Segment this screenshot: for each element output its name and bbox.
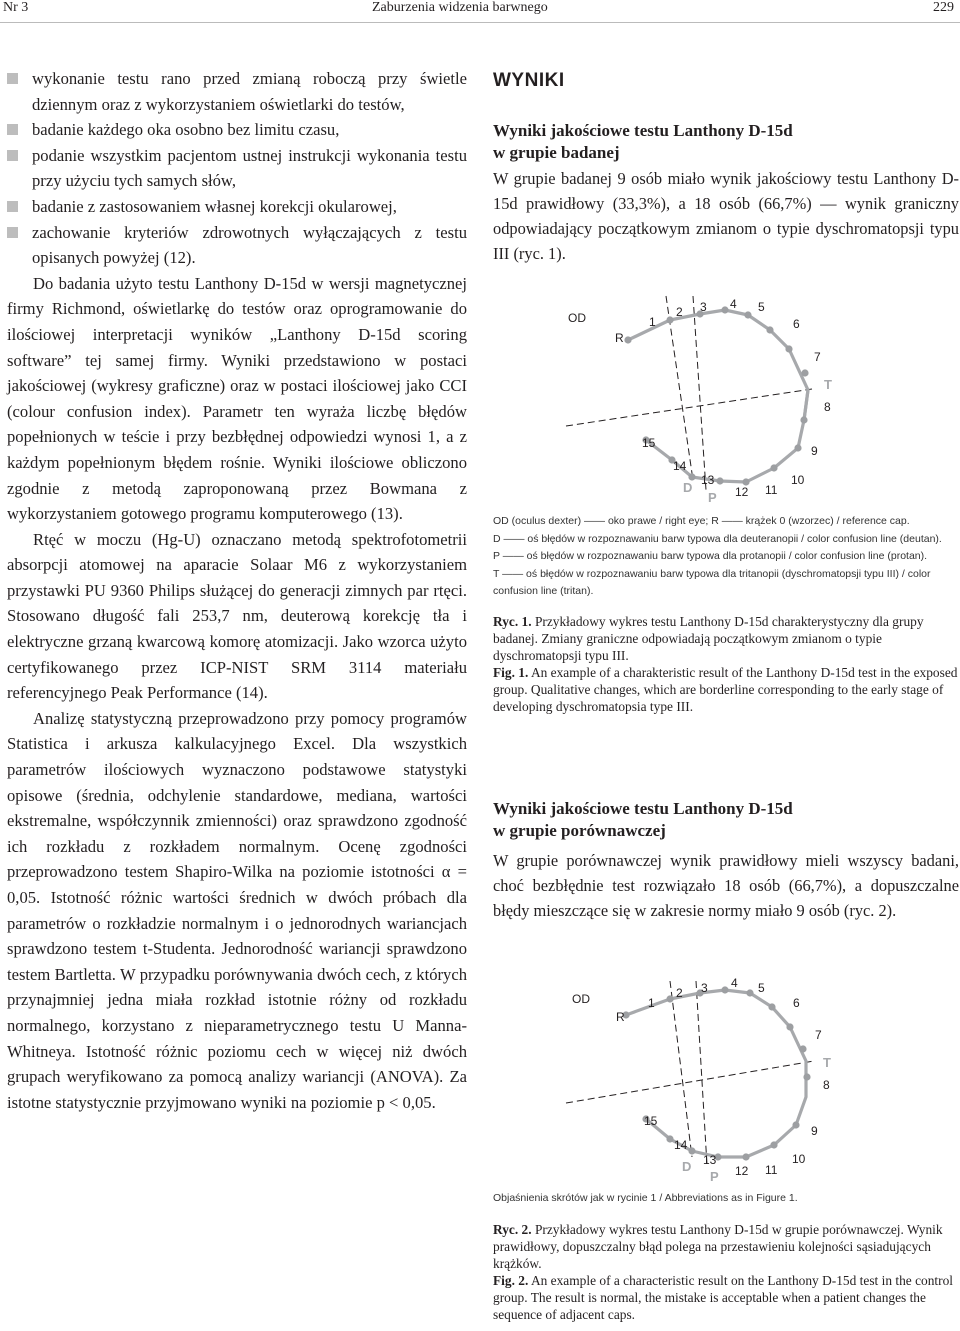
subsection-title-exposed bbox=[493, 120, 959, 164]
axis-label-d: D bbox=[683, 480, 693, 495]
axis-label-p: P bbox=[708, 490, 717, 505]
cap-label-r: R bbox=[616, 1010, 625, 1024]
procedure-list bbox=[7, 66, 467, 271]
figure-2-plot bbox=[560, 975, 850, 1185]
cap-7 bbox=[799, 1045, 806, 1052]
cap-label-11: 11 bbox=[765, 1163, 778, 1177]
eye-label: OD bbox=[568, 311, 586, 325]
caption-label: Fig. 1. bbox=[493, 665, 529, 680]
cap-10 bbox=[770, 464, 777, 471]
cap-10 bbox=[770, 1141, 777, 1148]
cap-label-2: 2 bbox=[676, 986, 683, 1000]
cap-label-10: 10 bbox=[792, 1152, 806, 1166]
legend-line: T —— oś błędów w rozpoznawaniu barw typowa dla tritanopii (dyschromatopsji typu III) / color confusion line (tritan). bbox=[493, 567, 931, 598]
caption-text: Przykładowy wykres testu Lanthony D-15d w grupie porównawczej. Wynik prawidłowy, dopuszczalny błąd polega na przestawieniu kolejności sąsiadujących krążków. bbox=[493, 1222, 943, 1271]
cap-9 bbox=[794, 444, 801, 451]
cap-label-3: 3 bbox=[701, 981, 708, 995]
cap-label-11: 11 bbox=[765, 483, 778, 497]
cap-1 bbox=[666, 995, 673, 1002]
subsection-title-line: w grupie badanej bbox=[493, 143, 620, 162]
caption-label: Fig. 2. bbox=[493, 1273, 529, 1288]
cap-11 bbox=[742, 1153, 749, 1160]
axis-line-t bbox=[566, 1061, 814, 1103]
results-control-text: W grupie porównawczej wynik prawidłowy mieli wszyscy badani, choć bezbłędnie test rozwiązało 18 osób (66,7%), a dopuszczalne błędy mieszczące się w zakresie normy miało 9 osób (ryc. 2). bbox=[493, 851, 959, 920]
page-number: 229 bbox=[933, 0, 954, 15]
results-exposed-text: W grupie badanej 9 osób miało wynik jakościowy testu Lanthony D-15d prawidłowy (33,3%), a 18 osób (66,7%) — wynik graniczny odpowiadający początkowym zmianom o typie dyschromatopsji typu III (ryc. 1). bbox=[493, 169, 959, 263]
cap-label-8: 8 bbox=[824, 400, 831, 414]
cap-label-7: 7 bbox=[814, 350, 821, 364]
figure-1-caption bbox=[493, 613, 959, 715]
cap-9 bbox=[792, 1121, 799, 1128]
mercury-paragraph: Rtęć w moczu (Hg-U) oznaczano metodą spektrofotometrii absorpcji atomowej na aparacie Solaar M6 z wykorzystaniem przystawki PU 9360 Philips służącej do generacji zimnych par rtęci. Stosowano długość fali 253,7 nm, deuterową korekcję tła i elektryczne grzaną kwarcową komorę atomizacji. Jako wzorca użyto certyfikowanego przez ICP-NIST SRM 3114 materiału referencyjnego Peak Performance (14). bbox=[7, 529, 467, 703]
header-rule bbox=[0, 22, 960, 23]
legend-line: D —— oś błędów w rozpoznawaniu barw typowa dla deuteranopii / color confusion line (deutan). bbox=[493, 532, 942, 545]
list-item: wykonanie testu rano przed zmianą roboczą przy świetle dziennym oraz z wykorzystaniem oświetlarki do testów, bbox=[7, 66, 467, 117]
cap-label-15: 15 bbox=[644, 1114, 658, 1128]
cap-14 bbox=[666, 1135, 673, 1142]
statistics-paragraph: Analizę statystyczną przeprowadzono przy pomocy programów Statistica i arkusza kalkulacyjnego Excel. Dla wszystkich parametrów ilościowych wyznaczono podstawowe statystyki opisowe (średnia, odchylenie standardowe, mediana, wartości ekstremalne, współczynnik zmienności) oraz sprawdzono zgodność ich rozkładu z rozkładem normalnym. Ocenę zgodności przeprowadzono testem Shapiro-Wilka na poziomie istotności α = 0,05. Istotność różnic wartości średnich w dwóch próbach dla parametrów o rozkładzie normalnym i o jednorodnych wariancjach sprawdzono testem t-Studenta. Jednorodność wariancji sprawdzono testem Bartletta. W przypadku porównywania dwóch cech, z których przynajmniej jedna miała rozkład istotnie różny od rozkładu normalnego, korzystano z nieparametrycznego testu U Manna-Whitneya. Istotność różnic poziomu cech w więcej niż dwóch grupach weryfikowano za pomocą analizy wariancji (ANOVA). Za istotne statystycznie przyjmowano wyniki na poziomie p < 0,05. bbox=[7, 708, 467, 1112]
figure-1-legend bbox=[493, 513, 959, 601]
caption-en bbox=[493, 664, 959, 715]
cap-label-12: 12 bbox=[735, 1164, 749, 1178]
cap-label-1: 1 bbox=[648, 996, 655, 1010]
cap-8 bbox=[800, 416, 807, 423]
cap-label-4: 4 bbox=[731, 976, 738, 990]
cap-1 bbox=[666, 316, 673, 323]
caption-label: Ryc. 2. bbox=[493, 1222, 532, 1237]
cap-label-13: 13 bbox=[703, 1153, 717, 1167]
eye-label: OD bbox=[572, 992, 590, 1006]
caps-fig2 bbox=[622, 986, 810, 1160]
cap-label-7: 7 bbox=[815, 1028, 822, 1042]
figure-1-plot bbox=[560, 290, 850, 510]
running-header bbox=[0, 0, 960, 20]
axis-label-p: P bbox=[710, 1169, 719, 1184]
axis-line-p bbox=[696, 981, 707, 1165]
cap-label-6: 6 bbox=[793, 317, 800, 331]
cap-5 bbox=[768, 1003, 775, 1010]
cap-3 bbox=[721, 306, 728, 313]
methods-paragraph: Do badania użyto testu Lanthony D-15d w wersji magnetycznej firmy Richmond, oświetlarkę do testów oraz oprogramowanie do ilościowej interpretacji wyników „Lanthony D-15d scoring software” tej samej firmy. Wyniki przedstawiono w postaci jakościowej (wykresy graficzne) oraz w postaci ilościowej jako CCI (colour confusion index). Parametr ten wyraża liczbę błędów popełnionych w teście i przy bezbłędnej odpowiedzi wynosi 1, a z każdym popełnionym błędem rośnie. Wyniki ilościowe obliczono zgodnie z metodą zaproponowaną przez Bowmana z wykorzystaniem gotowego programu komputerowego (13). bbox=[7, 273, 467, 524]
cap-label-9: 9 bbox=[811, 1124, 818, 1138]
caption-text: Przykładowy wykres testu Lanthony D-15d charakterystyczny dla grupy badanej. Zmiany graniczne odpowiadają początkowym zmianom o typie dyschromatopsji typu III. bbox=[493, 614, 924, 663]
cap-label-5: 5 bbox=[758, 981, 765, 995]
cap-3 bbox=[721, 986, 728, 993]
cap-8 bbox=[803, 1073, 810, 1080]
axis-label-t: T bbox=[824, 377, 832, 392]
cap-label-2: 2 bbox=[676, 305, 683, 319]
cap-label-15: 15 bbox=[642, 436, 656, 450]
list-item: zachowanie kryteriów zdrowotnych wyłączających z testu opisanych powyżej (12). bbox=[7, 220, 467, 271]
cap-label-r: R bbox=[615, 331, 624, 345]
cap-label-4: 4 bbox=[730, 297, 737, 311]
legend-line: OD (oculus dexter) —— oko prawe / right eye; R —— krążek 0 (wzorzec) / reference cap. bbox=[493, 515, 910, 527]
caption-en bbox=[493, 1272, 959, 1323]
subsection-title-line: Wyniki jakościowe testu Lanthony D-15d bbox=[493, 799, 793, 818]
caption-text: An example of a characteristic result on the Lanthony D-15d test in the control group. The result is normal, the mistake is acceptable when a patient changes the sequence of adjacent caps. bbox=[493, 1273, 953, 1322]
cap-r bbox=[624, 336, 631, 343]
cap-4 bbox=[744, 311, 751, 318]
cap-label-6: 6 bbox=[793, 996, 800, 1010]
cap-4 bbox=[746, 989, 753, 996]
cap-label-8: 8 bbox=[823, 1078, 830, 1092]
cap-label-1: 1 bbox=[649, 315, 656, 329]
section-title: WYNIKI bbox=[493, 70, 565, 91]
cap-label-12: 12 bbox=[735, 485, 749, 499]
left-column bbox=[7, 66, 467, 1115]
issue-number: Nr 3 bbox=[3, 0, 29, 15]
caption-pl bbox=[493, 613, 959, 664]
cap-label-3: 3 bbox=[700, 300, 707, 314]
caption-pl bbox=[493, 1221, 959, 1272]
subsection-title-control bbox=[493, 798, 959, 842]
axis-label-t: T bbox=[823, 1055, 831, 1070]
subsection-title-line: w grupie porównawczej bbox=[493, 821, 666, 840]
cap-label-14: 14 bbox=[674, 1138, 688, 1152]
cap-7 bbox=[801, 369, 808, 376]
list-item: podanie wszystkim pacjentom ustnej instrukcji wykonania testu przy użyciu tych samych słów, bbox=[7, 143, 467, 194]
cap-6 bbox=[786, 1023, 793, 1030]
axis-line-t bbox=[566, 389, 812, 426]
figure-2-caption bbox=[493, 1221, 959, 1323]
caption-label: Ryc. 1. bbox=[493, 614, 532, 629]
cap-label-5: 5 bbox=[758, 300, 765, 314]
result-path bbox=[628, 310, 808, 482]
subsection-title-line: Wyniki jakościowe testu Lanthony D-15d bbox=[493, 121, 793, 140]
figure-2-legend: Objaśnienia skrótów jak w rycinie 1 / Abbreviations as in Figure 1. bbox=[493, 1192, 798, 1204]
caps-fig1 bbox=[624, 306, 808, 485]
legend-line: P —— oś błędów w rozpoznawaniu barw typowa dla protanopii / color confusion line (protan). bbox=[493, 550, 928, 563]
list-item: badanie z zastosowaniem własnej korekcji okularowej, bbox=[7, 194, 467, 220]
cap-12 bbox=[716, 477, 723, 484]
cap-13 bbox=[688, 1147, 695, 1154]
cap-label-13: 13 bbox=[701, 473, 715, 487]
running-title: Zaburzenia widzenia barwnego bbox=[372, 0, 548, 15]
axis-line-d bbox=[670, 981, 692, 1157]
list-item: badanie każdego oka osobno bez limitu czasu, bbox=[7, 117, 467, 143]
axis-line-d bbox=[666, 296, 693, 480]
caption-text: An example of a charakteristic result of the Lanthony D-15d test in the exposed group. Qualitative changes, which are borderline corresponding to the early stage of developing dyschromatopsia type III. bbox=[493, 665, 958, 714]
cap-6 bbox=[785, 345, 792, 352]
cap-5 bbox=[766, 326, 773, 333]
result-path bbox=[626, 990, 806, 1157]
axis-label-d: D bbox=[682, 1159, 692, 1174]
cap-label-9: 9 bbox=[811, 444, 818, 458]
cap-label-10: 10 bbox=[791, 473, 805, 487]
axis-line-p bbox=[693, 296, 706, 490]
cap-label-14: 14 bbox=[673, 459, 687, 473]
